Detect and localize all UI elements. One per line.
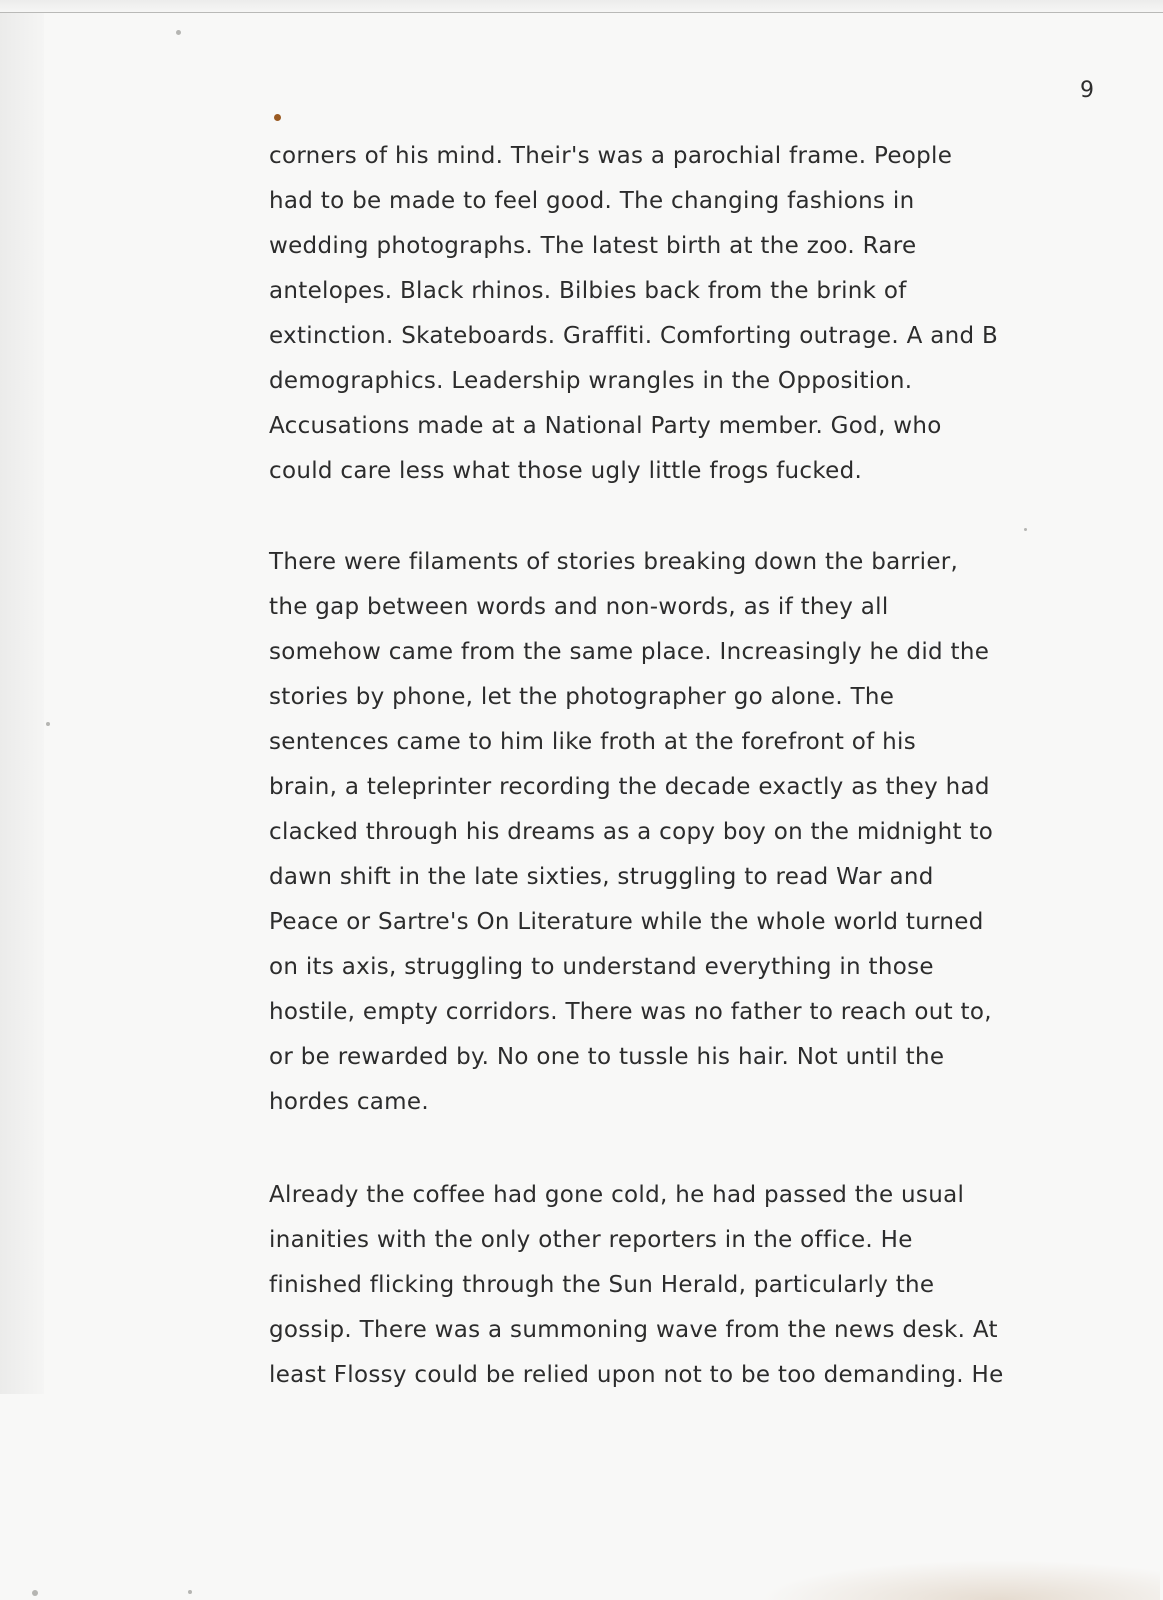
text-line: corners of his mind. Their's was a parochial frame. People bbox=[269, 143, 953, 169]
scan-left-shadow bbox=[0, 12, 44, 1600]
text-line: clacked through his dreams as a copy boy on the midnight to bbox=[269, 819, 994, 845]
paragraph-1 bbox=[269, 134, 1009, 494]
text-line: There were filaments of stories breaking down the barrier, bbox=[269, 549, 959, 575]
paper-speck bbox=[1024, 528, 1027, 531]
text-line: extinction. Skateboards. Graffiti. Comforting outrage. A and B bbox=[269, 323, 999, 349]
text-line: or be rewarded by. No one to tussle his hair. Not until the bbox=[269, 1044, 945, 1070]
text-line: demographics. Leadership wrangles in the Opposition. bbox=[269, 368, 913, 394]
paragraph-2 bbox=[269, 540, 1009, 1125]
paper-stain bbox=[760, 1560, 1160, 1600]
paper-speck bbox=[188, 1590, 192, 1594]
text-line: finished flicking through the Sun Herald, particularly the bbox=[269, 1272, 935, 1298]
text-line: sentences came to him like froth at the forefront of his bbox=[269, 729, 917, 755]
text-line: on its axis, struggling to understand everything in those bbox=[269, 954, 934, 980]
paper-speck bbox=[32, 1590, 38, 1596]
paper-speck bbox=[176, 30, 181, 35]
text-line: inanities with the only other reporters in the office. He bbox=[269, 1227, 913, 1253]
ink-dot-mark bbox=[274, 114, 281, 121]
text-line: antelopes. Black rhinos. Bilbies back from the brink of bbox=[269, 278, 907, 304]
text-line: gossip. There was a summoning wave from the news desk. At bbox=[269, 1317, 998, 1343]
paper-speck bbox=[46, 722, 50, 726]
text-line: somehow came from the same place. Increasingly he did the bbox=[269, 639, 990, 665]
text-line: hordes came. bbox=[269, 1089, 429, 1115]
text-line: least Flossy could be relied upon not to be too demanding. He bbox=[269, 1362, 1004, 1388]
text-line: had to be made to feel good. The changing fashions in bbox=[269, 188, 915, 214]
scan-top-edge bbox=[0, 0, 1163, 13]
text-line: Peace or Sartre's On Literature while the whole world turned bbox=[269, 909, 984, 935]
text-line: Already the coffee had gone cold, he had passed the usual bbox=[269, 1182, 965, 1208]
text-line: dawn shift in the late sixties, struggling to read War and bbox=[269, 864, 934, 890]
text-line: stories by phone, let the photographer go alone. The bbox=[269, 684, 895, 710]
text-line: the gap between words and non-words, as if they all bbox=[269, 594, 889, 620]
page-number: 9 bbox=[1080, 78, 1094, 103]
text-line: Accusations made at a National Party member. God, who bbox=[269, 413, 942, 439]
text-line: could care less what those ugly little frogs fucked. bbox=[269, 458, 863, 484]
text-line: wedding photographs. The latest birth at the zoo. Rare bbox=[269, 233, 917, 259]
text-line: brain, a teleprinter recording the decade exactly as they had bbox=[269, 774, 990, 800]
text-line: hostile, empty corridors. There was no father to reach out to, bbox=[269, 999, 992, 1025]
